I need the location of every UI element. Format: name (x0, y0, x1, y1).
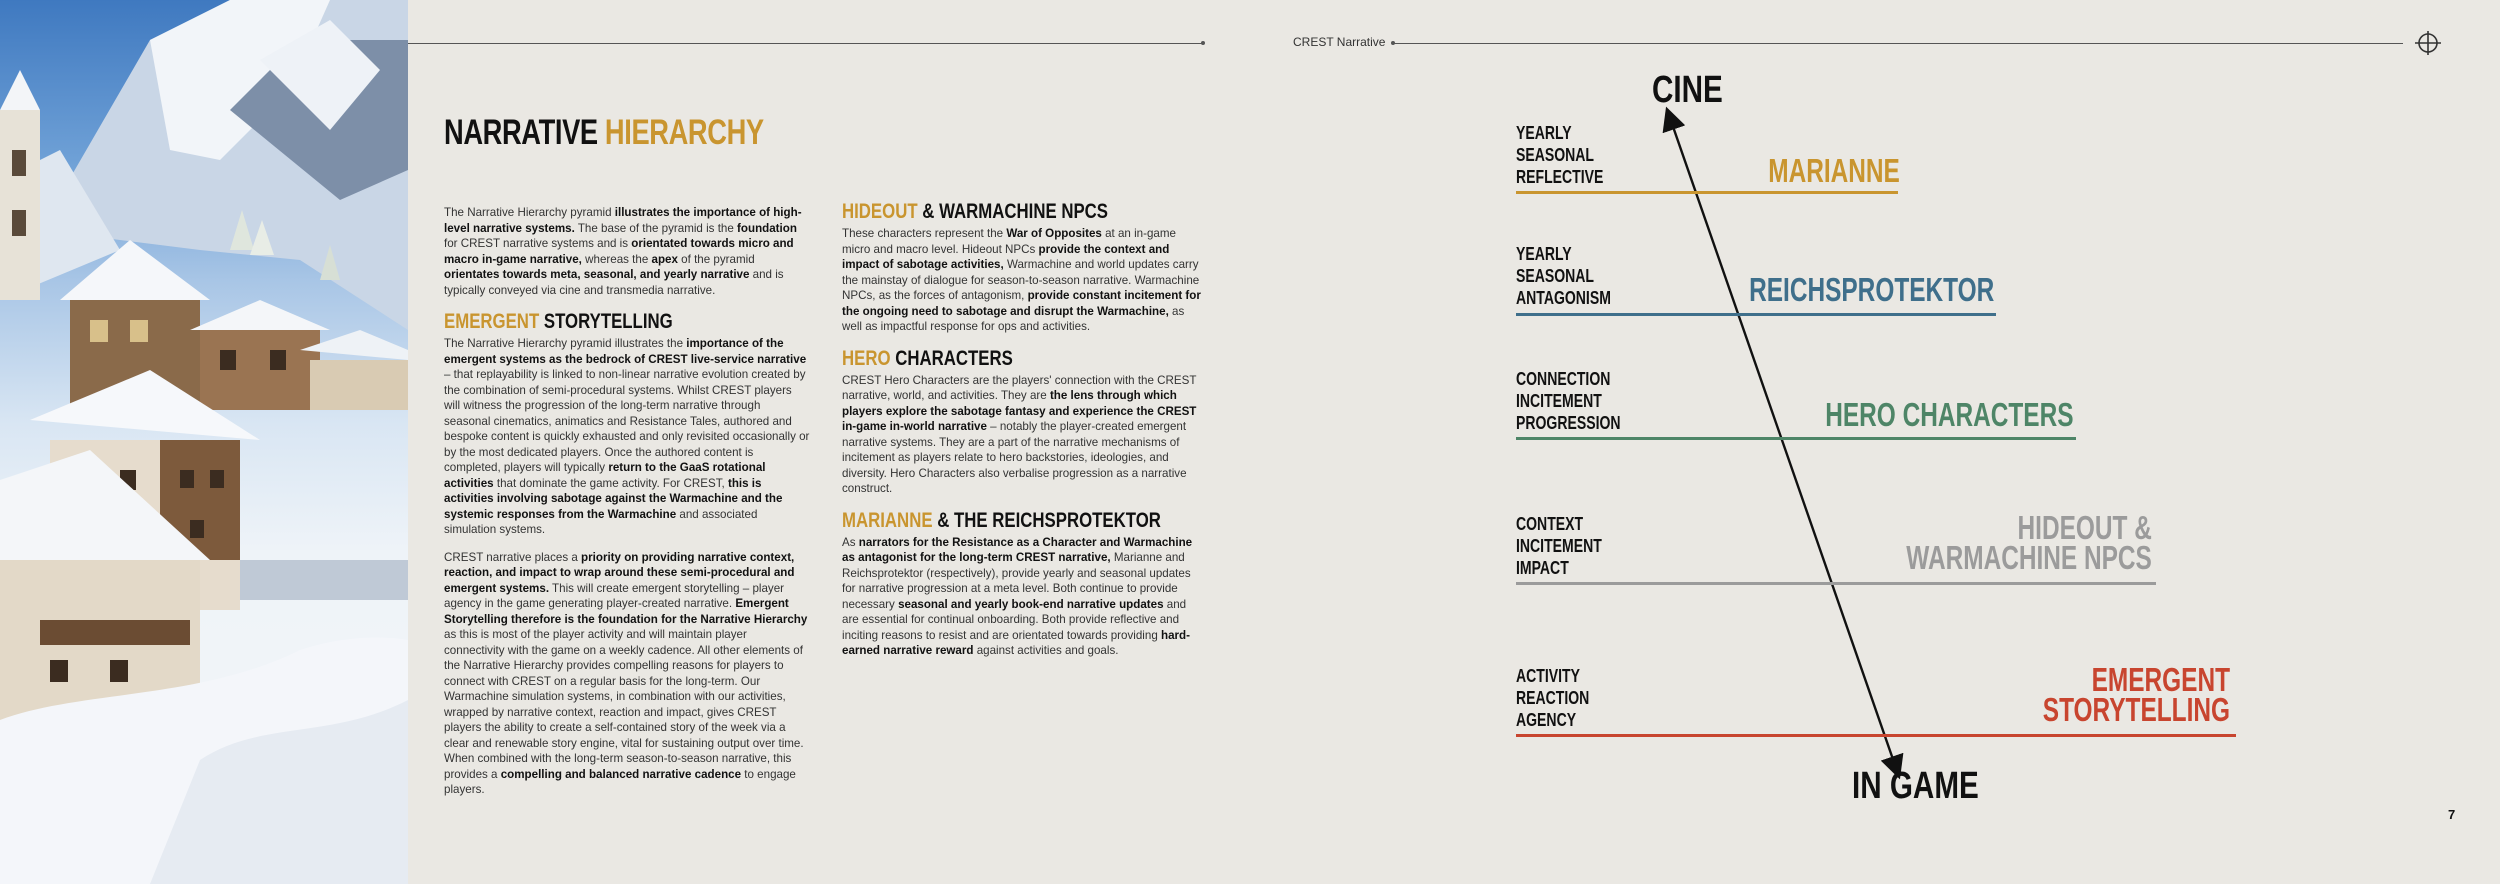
tier-descriptors (1516, 665, 1589, 731)
tier-label (1748, 271, 1994, 308)
in-game-label: IN GAME (1852, 765, 1979, 807)
intro-paragraph: The Narrative Hierarchy pyramid illustrates the importance of high-level narrative systems. The base of the pyramid is the foundation for CREST narrative systems and is orientated towards micro and macro in-game narrative, whereas the apex of the pyramid orientates towards meta, seasonal, and yearly narrative and is typically conveyed via cine and transmedia narrative. (444, 206, 802, 297)
header-label: CREST Narrative (1293, 35, 1386, 49)
tier-descriptor: CONNECTION (1516, 369, 1611, 389)
alpine-village-photo (0, 0, 408, 884)
header-rule-left (408, 43, 1203, 44)
hero-paragraph: CREST Hero Characters are the players' connection with the CREST narrative, world, and activities. They are the lens through which players explore the sabotage fantasy and experience the CREST in-game in-world narrative – notably the player-created emergent narrative systems. They are a part of the narrative mechanisms of incitement as players relate to hero backstories, ideologies, and diversity. Hero Characters also verbalise progression as a narrative construct. (842, 373, 1197, 495)
page-number: 7 (2448, 807, 2456, 822)
tier-rule (1516, 734, 2236, 737)
tier-descriptors (1516, 243, 1611, 309)
tier-descriptor: INCITEMENT (1516, 536, 1602, 556)
tier-descriptors (1516, 368, 1621, 434)
marianne-heading: MARIANNE & THE REICHSPROTEKTOR (842, 508, 1161, 532)
tier-descriptor: CONTEXT (1516, 514, 1584, 534)
text-column-left (444, 205, 810, 810)
tier-label-line: HIDEOUT & (2017, 509, 2152, 546)
tier-label-line: HERO CHARACTERS (1825, 396, 2074, 433)
tier-label-line: STORYTELLING (2042, 691, 2230, 728)
tier-descriptor: SEASONAL (1516, 266, 1595, 286)
title-word-2: HIERARCHY (604, 113, 764, 152)
emergent-heading: EMERGENT STORYTELLING (444, 310, 673, 333)
emergent-paragraph-2: CREST narrative places a priority on providing narrative context, reaction, and impact to wrap around these semi-procedural and emergent systems. This will create emergent storytelling – player agency in the game generating player-created narrative. Emergent Storytelling therefore is the foundation for the Narrative Hierarchy as this is most of the player activity and will maintain player connectivity with the game on a weekly cadence. All other elements of the Narrative Hierarchy provides compelling reasons for players to connect with CREST on a regular basis for the long-term. Our Warmachine simulation systems, in combination with our activities, wrapped by narrative context, reaction and impact, gives CREST players the ability to create a self-contained story of the week via a clear and renewable story engine, vital for sustaining output over time. When combined with the long-term season-to-season narrative, this provides a compelling and balanced narrative cadence to engage players. (444, 550, 808, 796)
tier-rule (1516, 313, 1996, 316)
tier-descriptor: PROGRESSION (1516, 413, 1621, 433)
emergent-paragraph-1: The Narrative Hierarchy pyramid illustrates the importance of the emergent systems as the bedrock of CREST live-service narrative – that replayability is linked to non-linear narrative evolution created by the combination of semi-procedural systems. Whilst CREST players will witness the progression of the long-term narrative through seasonal cinematics, animatics and Resistance Tales, authored and bespoke content is quickly exhausted and only revisited occasionally or by the most dedicated players. Once the authored content is completed, players will typically return to the GaaS rotational activities that dominate the game activity. For CREST, this is activities involving sabotage against the Warmachine and the systemic responses from the Warmachine and associated simulation systems. (444, 337, 810, 536)
tier-descriptor: AGENCY (1516, 710, 1577, 730)
text-column-right (842, 200, 1204, 671)
hero-heading: HERO CHARACTERS (842, 346, 1013, 370)
tier-label (1825, 396, 2074, 433)
hideout-paragraph: These characters represent the War of Opposites at an in-game micro and macro level. Hideout NPCs provide the context and impact of sabotage activities, Warmachine and world updates carry the mainstay of dialogue for season-to-season narrative. Warmachine NPCs, as the forces of antagonism, provide constant incitement for the ongoing need to sabotage and disrupt the Warmachine, as well as impactful response for ops and activities. (842, 227, 1201, 333)
header-rule-right (1393, 43, 2403, 44)
cine-label: CINE (1652, 69, 1723, 111)
tier-label (2042, 661, 2230, 728)
tier-label-line: REICHSPROTEKTOR (1748, 271, 1994, 308)
village-illustration (0, 0, 408, 884)
narrative-hierarchy-diagram (1500, 60, 2260, 830)
tier-descriptor: ACTIVITY (1516, 666, 1580, 686)
tier-label (1768, 152, 1900, 189)
page-title (444, 113, 764, 153)
tier-label-line: MARIANNE (1768, 152, 1900, 189)
tier-descriptor: REFLECTIVE (1516, 167, 1604, 187)
tier-rule (1516, 582, 2156, 585)
tier-descriptor: REACTION (1516, 688, 1590, 708)
tier-label (1906, 509, 2152, 576)
tier-descriptor: SEASONAL (1516, 145, 1595, 165)
tier-descriptor: YEARLY (1516, 123, 1572, 143)
tier-descriptors (1516, 513, 1602, 579)
marianne-paragraph: As narrators for the Resistance as a Character and Warmachine as antagonist for the long-term CREST narrative, Marianne and Reichsprotektor (respectively), provide yearly and seasonal updates for narrative progression at a meta level. Both continue to provide necessary seasonal and yearly book-end narrative updates and are essential for continual onboarding. Both provide reflective and inciting reasons to resist and are orientated towards providing hard-earned narrative reward against activities and goals. (842, 535, 1193, 657)
tier-descriptor: INCITEMENT (1516, 391, 1602, 411)
crest-emblem-icon (2413, 28, 2443, 58)
tier-rule (1516, 191, 1898, 194)
tier-rule (1516, 437, 2076, 440)
hideout-heading: HIDEOUT & WARMACHINE NPCS (842, 200, 1109, 223)
tier-descriptor: ANTAGONISM (1516, 288, 1611, 308)
tier-label-line: EMERGENT (2091, 661, 2230, 698)
tier-descriptors (1516, 122, 1603, 188)
title-word-1: NARRATIVE (444, 113, 598, 152)
tier-descriptor: YEARLY (1516, 244, 1572, 264)
tier-label-line: WARMACHINE NPCS (1906, 539, 2152, 576)
tier-descriptor: IMPACT (1516, 558, 1569, 578)
